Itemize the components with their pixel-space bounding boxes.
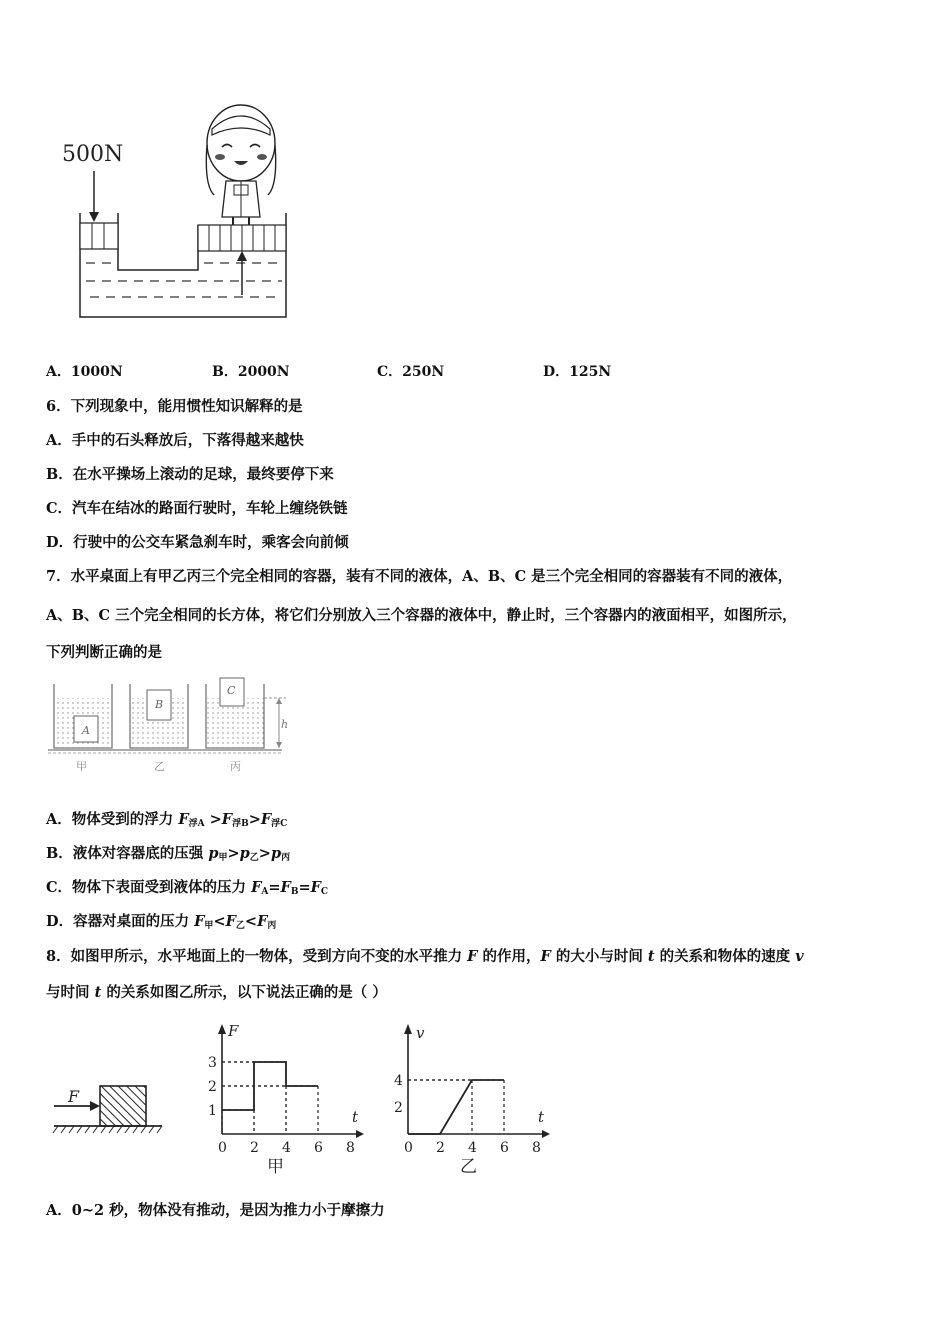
q7-option-a[interactable] bbox=[46, 808, 287, 829]
q8-option-a[interactable]: A．0~2 秒，物体没有推动，是因为推力小于摩擦力 bbox=[46, 1202, 385, 1219]
q7-b-p1: p bbox=[208, 845, 219, 862]
q7-c-f1: F bbox=[251, 879, 262, 896]
q7-b-sub2: 乙 bbox=[249, 853, 259, 863]
q5-option-d[interactable]: D．125N bbox=[543, 364, 612, 380]
q7-c-eq2: = bbox=[298, 879, 311, 896]
g1-xtick: 0 bbox=[218, 1140, 227, 1156]
q8-f2: F bbox=[540, 948, 551, 965]
q5-option-a[interactable]: A．1000N bbox=[46, 364, 123, 380]
container-jia bbox=[54, 684, 112, 773]
q7-option-d-text: D．容器对桌面的压力 bbox=[46, 913, 195, 930]
q7-option-b-text: B．液体对容器底的压强 bbox=[46, 845, 209, 862]
q8-t2: t bbox=[94, 984, 102, 1001]
g2-series-line bbox=[408, 1080, 504, 1134]
q7-stem-line3: 下列判断正确的是 bbox=[46, 644, 162, 661]
q8-stem-p4: 的关系和物体的速度 bbox=[654, 948, 796, 965]
q7-c-sub2: B bbox=[290, 887, 299, 897]
q7-a-gt2: > bbox=[248, 811, 261, 828]
container-bing bbox=[206, 678, 264, 773]
container-jia-label: 甲 bbox=[76, 760, 87, 773]
g2-xtick: 0 bbox=[404, 1140, 413, 1156]
container-yi bbox=[130, 684, 188, 773]
block-a-label: A bbox=[82, 724, 90, 737]
q7-a-gt1: > bbox=[204, 811, 222, 828]
container-bing-label: 丙 bbox=[230, 760, 241, 773]
g1-xtick: 8 bbox=[346, 1140, 355, 1156]
q8-v1: v bbox=[795, 948, 804, 965]
q7-a-sub2: 浮B bbox=[232, 819, 249, 829]
q7-d-sub2: 乙 bbox=[235, 921, 245, 931]
q8-t1: t bbox=[647, 948, 655, 965]
q7-c-eq1: = bbox=[268, 879, 281, 896]
q7-d-f1: F bbox=[194, 913, 205, 930]
g2-xtick: 8 bbox=[532, 1140, 541, 1156]
push-force-label: F bbox=[68, 1087, 80, 1106]
q8-stem-line1 bbox=[46, 945, 804, 966]
block-c-label: C bbox=[227, 684, 236, 697]
q7-a-f1: F bbox=[178, 811, 189, 828]
q6-option-b[interactable]: B．在水平操场上滚动的足球，最终要停下来 bbox=[46, 466, 334, 483]
height-label: h bbox=[281, 718, 289, 731]
q5-option-c[interactable]: C．250N bbox=[377, 364, 445, 380]
q7-stem-line1: 7．水平桌面上有甲乙丙三个完全相同的容器，装有不同的液体，A、B、C 是三个完全相同的容器装有不同的液体， bbox=[46, 568, 793, 585]
q7-option-a-text: A．物体受到的浮力 bbox=[46, 811, 179, 828]
hydraulic-press-figure bbox=[46, 95, 296, 325]
q7-c-sub3: C bbox=[320, 887, 329, 897]
g2-ytick: 2 bbox=[394, 1100, 403, 1116]
q7-a-f3: F bbox=[260, 811, 272, 828]
q7-d-sub3: 丙 bbox=[267, 921, 277, 931]
q8-stem2-p1: 与时间 bbox=[46, 984, 95, 1001]
q8-f1: F bbox=[467, 948, 478, 965]
q7-d-f2: F bbox=[225, 913, 236, 930]
q7-b-p2: p bbox=[239, 845, 250, 862]
q6-stem: 6．下列现象中，能用惯性知识解释的是 bbox=[46, 398, 303, 415]
three-containers-figure bbox=[46, 676, 296, 774]
f-t-graph bbox=[196, 1020, 366, 1180]
q7-a-f2: F bbox=[221, 811, 233, 828]
container-yi-label: 乙 bbox=[154, 760, 165, 773]
q8-stem2-p2: 的关系如图乙所示，以下说法正确的是（ ） bbox=[101, 984, 387, 1001]
block-b-label: B bbox=[155, 698, 164, 711]
q7-a-sub3: 浮C bbox=[271, 819, 288, 829]
q7-option-c-text: C．物体下表面受到液体的压力 bbox=[46, 879, 252, 896]
q7-c-f2: F bbox=[280, 879, 291, 896]
g2-xtick: 4 bbox=[468, 1140, 477, 1156]
v-t-graph bbox=[386, 1020, 556, 1180]
graph-jia-label: 甲 bbox=[267, 1157, 284, 1177]
q7-b-gt1: > bbox=[227, 845, 240, 862]
q7-c-sub1: A bbox=[261, 887, 269, 897]
q7-b-gt2: > bbox=[258, 845, 271, 862]
q7-a-sub1: 浮A bbox=[188, 819, 205, 829]
f-axis-label: F bbox=[228, 1022, 239, 1040]
q8-stem-p1: 8．如图甲所示，水平地面上的一物体，受到方向不变的水平推力 bbox=[46, 948, 468, 965]
q7-d-sub1: 甲 bbox=[204, 921, 214, 931]
t-axis-label-1: t bbox=[352, 1108, 359, 1126]
g1-ytick: 1 bbox=[208, 1103, 217, 1119]
q7-b-sub1: 甲 bbox=[218, 853, 228, 863]
g1-xtick: 2 bbox=[250, 1140, 259, 1156]
q7-option-b[interactable] bbox=[46, 842, 290, 863]
q8-stem-p2: 的作用， bbox=[477, 948, 541, 965]
t-axis-label-2: t bbox=[538, 1108, 545, 1126]
q7-c-f3: F bbox=[310, 879, 321, 896]
q8-stem-line2 bbox=[46, 981, 387, 1002]
q6-option-a[interactable]: A．手中的石头释放后，下落得越来越快 bbox=[46, 432, 304, 449]
v-axis-label: v bbox=[416, 1024, 425, 1042]
q7-b-sub3: 丙 bbox=[281, 853, 291, 863]
q7-option-d[interactable] bbox=[46, 910, 276, 931]
g1-ytick: 2 bbox=[208, 1079, 217, 1095]
graph-yi-label: 乙 bbox=[460, 1157, 477, 1177]
g1-xtick: 4 bbox=[282, 1140, 291, 1156]
force-label: 500N bbox=[62, 142, 124, 167]
q6-option-d[interactable]: D．行驶中的公交车紧急刹车时，乘客会向前倾 bbox=[46, 534, 349, 551]
g2-xtick: 6 bbox=[500, 1140, 509, 1156]
girl-figure bbox=[206, 105, 275, 225]
q5-option-b[interactable]: B．2000N bbox=[212, 364, 290, 380]
q7-d-lt2: < bbox=[244, 913, 258, 930]
g2-ytick: 4 bbox=[394, 1073, 403, 1089]
q7-d-lt1: < bbox=[213, 913, 226, 930]
g1-xtick: 6 bbox=[314, 1140, 323, 1156]
q7-b-p3: p bbox=[270, 845, 282, 862]
q8-stem-p3: 的大小与时间 bbox=[550, 948, 648, 965]
g2-xtick: 2 bbox=[436, 1140, 445, 1156]
q6-option-c[interactable]: C．汽车在结冰的路面行驶时，车轮上缠绕铁链 bbox=[46, 500, 348, 517]
g1-ytick: 3 bbox=[208, 1055, 217, 1071]
q7-option-c[interactable] bbox=[46, 876, 328, 897]
q7-stem-line2: A、B、C 三个完全相同的长方体，将它们分别放入三个容器的液体中，静止时，三个容器内的液面相平，如图所示， bbox=[46, 607, 797, 624]
q7-d-f3: F bbox=[257, 913, 268, 930]
pushed-block-figure bbox=[50, 1078, 170, 1138]
